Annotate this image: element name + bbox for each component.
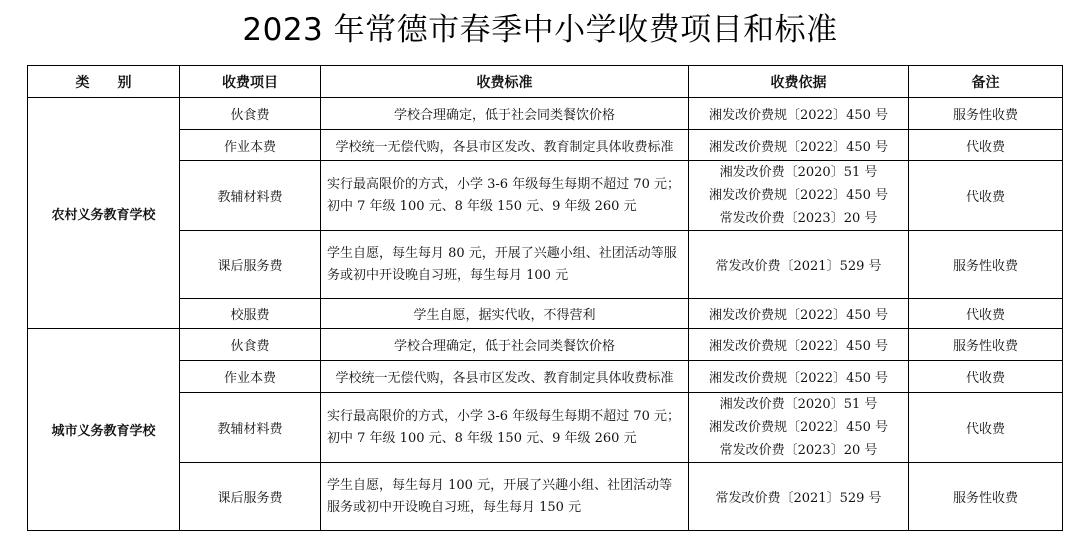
fee-remark: 服务性收费 (909, 98, 1063, 130)
fee-standard-line: 学生自愿，每生每月 100 元，开展了兴趣小组、社团活动等 (327, 477, 673, 493)
fee-item: 教辅材料费 (180, 393, 321, 463)
fee-basis (689, 393, 909, 463)
fee-basis: 常发改价费〔2021〕529 号 (689, 463, 909, 531)
fee-standard-line: 服务或初中开设晚自习班，每生每月 150 元 (327, 499, 582, 515)
fee-standard-line: 实行最高限价的方式，小学 3-6 年级每生每期不超过 70 元； (327, 408, 681, 424)
fee-standard (321, 393, 689, 463)
table-row (28, 329, 1063, 361)
table-row (28, 161, 1063, 231)
fee-basis-line: 湘发改价费规〔2022〕450 号 (708, 188, 889, 203)
header-item: 收费项目 (180, 66, 321, 98)
fee-item: 伙食费 (180, 329, 321, 361)
fee-basis-line: 常发改价费〔2023〕20 号 (719, 443, 878, 458)
table-row (28, 231, 1063, 299)
fee-item: 课后服务费 (180, 231, 321, 299)
fee-basis-line: 湘发改价费〔2020〕51 号 (719, 397, 878, 412)
fee-remark: 代收费 (909, 299, 1063, 329)
fee-basis (689, 161, 909, 231)
fee-item: 作业本费 (180, 130, 321, 161)
fee-remark: 服务性收费 (909, 329, 1063, 361)
table-row (28, 299, 1063, 329)
fee-remark: 代收费 (909, 161, 1063, 231)
fee-item: 作业本费 (180, 361, 321, 393)
fee-standard (321, 161, 689, 231)
header-standard: 收费标准 (321, 66, 689, 98)
fee-basis: 湘发改价费规〔2022〕450 号 (689, 361, 909, 393)
fee-standard-line: 务或初中开设晚自习班，每生每月 100 元 (327, 267, 569, 283)
fee-standard: 学校统一无偿代购，各县市区发改、教育制定具体收费标准 (321, 130, 689, 161)
fee-item: 校服费 (180, 299, 321, 329)
table-row (28, 463, 1063, 531)
fee-basis-line: 湘发改价费规〔2022〕450 号 (708, 420, 889, 435)
table-row (28, 130, 1063, 161)
fee-standard: 学校合理确定，低于社会同类餐饮价格 (321, 98, 689, 130)
header-remark: 备注 (909, 66, 1063, 98)
fee-standard-line: 学生自愿，每生每月 80 元，开展了兴趣小组、社团活动等服 (327, 245, 677, 261)
category-rural: 农村义务教育学校 (28, 98, 180, 329)
fee-standard-line: 初中 7 年级 100 元、8 年级 150 元、9 年级 260 元 (327, 198, 637, 214)
fee-item: 伙食费 (180, 98, 321, 130)
header-basis: 收费依据 (689, 66, 909, 98)
fee-standard: 学校统一无偿代购，各县市区发改、教育制定具体收费标准 (321, 361, 689, 393)
fee-standard (321, 231, 689, 299)
fee-basis: 常发改价费〔2021〕529 号 (689, 231, 909, 299)
fee-standard-line: 实行最高限价的方式，小学 3-6 年级每生每期不超过 70 元； (327, 176, 681, 192)
fee-basis-line: 湘发改价费〔2020〕51 号 (719, 165, 878, 180)
fee-basis-line: 常发改价费〔2023〕20 号 (719, 211, 878, 226)
fee-standard: 学校合理确定，低于社会同类餐饮价格 (321, 329, 689, 361)
fee-item: 教辅材料费 (180, 161, 321, 231)
fee-standard (321, 463, 689, 531)
fee-item: 课后服务费 (180, 463, 321, 531)
fee-basis: 湘发改价费规〔2022〕450 号 (689, 329, 909, 361)
table-row (28, 98, 1063, 130)
fee-remark: 服务性收费 (909, 463, 1063, 531)
fee-basis: 湘发改价费规〔2022〕450 号 (689, 130, 909, 161)
category-urban: 城市义务教育学校 (28, 329, 180, 531)
header-row (28, 66, 1063, 98)
fee-remark: 服务性收费 (909, 231, 1063, 299)
header-category: 类 别 (28, 66, 180, 98)
table-row (28, 361, 1063, 393)
fee-basis: 湘发改价费规〔2022〕450 号 (689, 98, 909, 130)
fee-basis: 湘发改价费规〔2022〕450 号 (689, 299, 909, 329)
fee-remark: 代收费 (909, 361, 1063, 393)
fee-remark: 代收费 (909, 130, 1063, 161)
fee-standard: 学生自愿，据实代收，不得营利 (321, 299, 689, 329)
table-row (28, 393, 1063, 463)
page-title: 2023 年常德市春季中小学收费项目和标准 (242, 12, 838, 48)
fee-table (27, 65, 1063, 531)
fee-remark: 代收费 (909, 393, 1063, 463)
fee-standard-line: 初中 7 年级 100 元、8 年级 150 元、9 年级 260 元 (327, 430, 637, 446)
